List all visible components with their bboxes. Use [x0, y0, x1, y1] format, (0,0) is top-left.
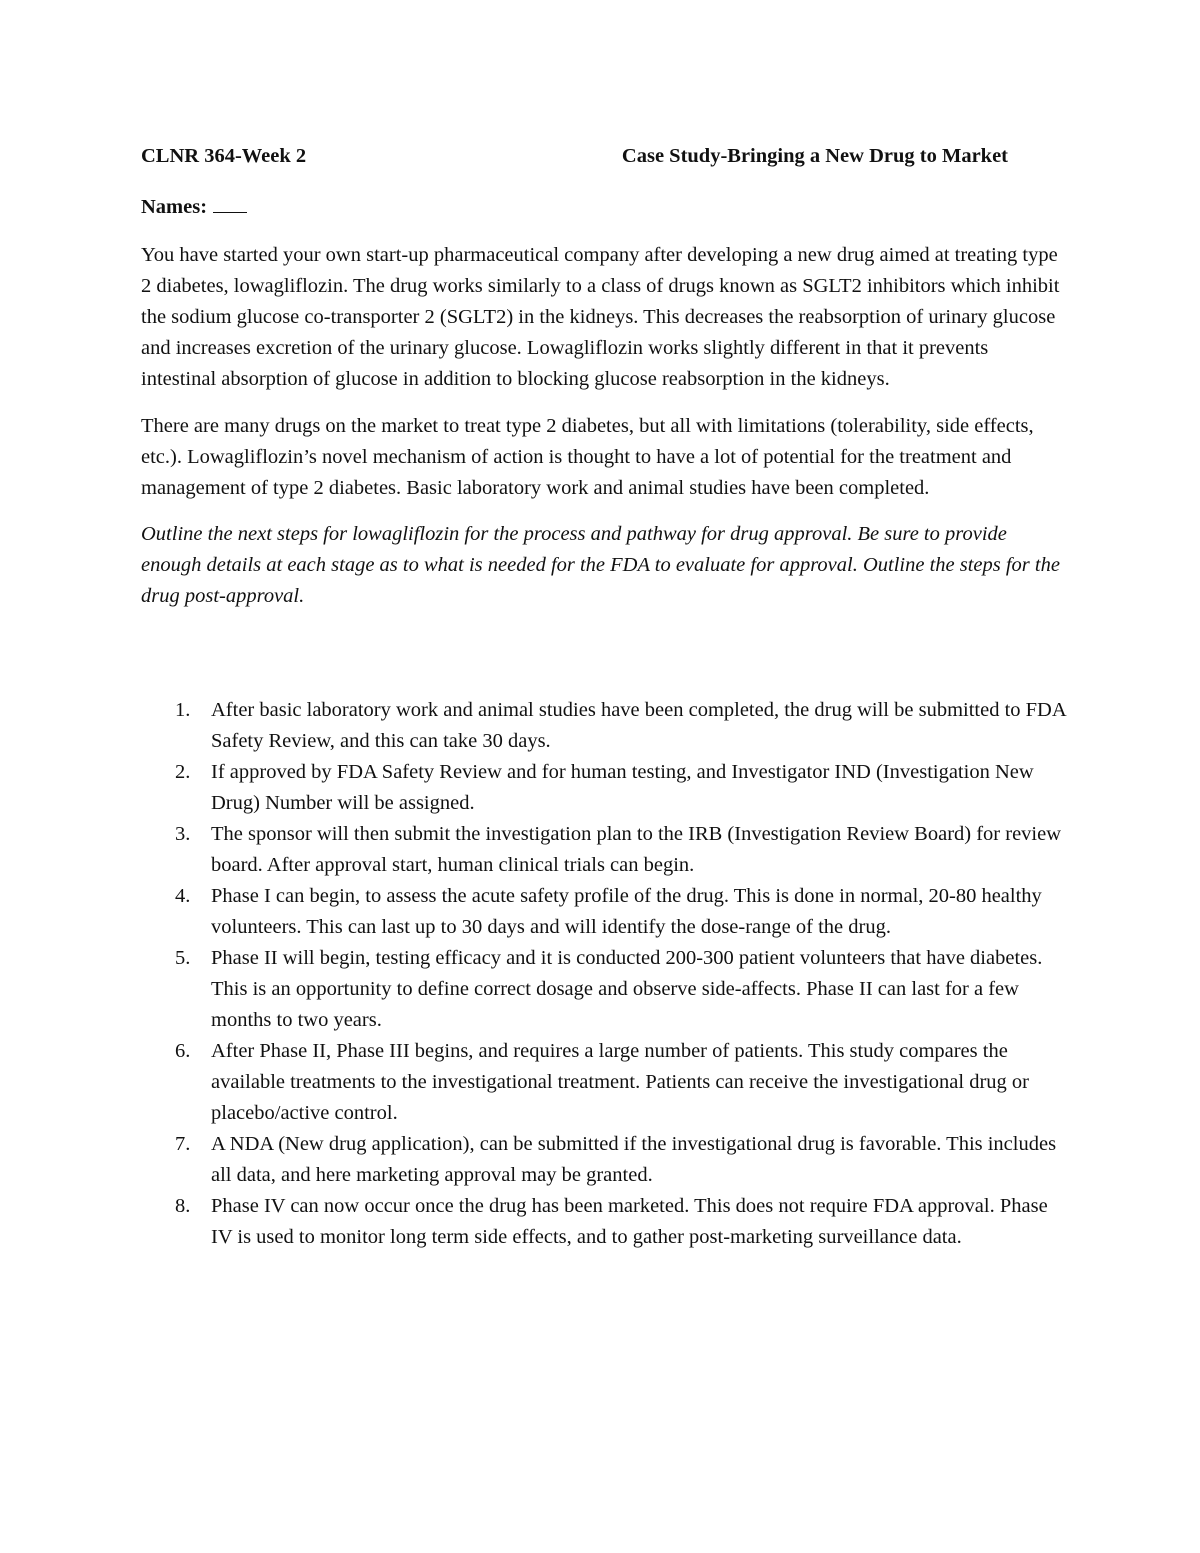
step-text: After Phase II, Phase III begins, and requires a large number of patients. This study compares the available treatments to the investigational treatment. Patients can receive the investigational drug or placebo/active control. [211, 1040, 1030, 1124]
list-item [141, 1191, 1066, 1253]
step-text: Phase II will begin, testing efficacy and it is conducted 200-300 patient volunteers that have diabetes. This is an opportunity to define correct dosage and observe side-affects. Phase II can last for a few months to two years. [211, 947, 1043, 1031]
approval-steps-list [141, 695, 1066, 1253]
document-header [141, 138, 1066, 174]
document-body [141, 138, 1066, 1253]
step-number: 4. [175, 885, 191, 907]
step-number: 5. [175, 947, 191, 969]
step-number: 6. [175, 1040, 191, 1062]
list-item [141, 943, 1066, 1036]
context-paragraph: There are many drugs on the market to treat type 2 diabetes, but all with limitations (tolerability, side effects, etc.). Lowagliflozin’s novel mechanism of action is thought to have a lot of potential for the treatment and management of type 2 diabetes. Basic laboratory work and animal studies have been completed. [141, 415, 1034, 499]
list-item [141, 881, 1066, 943]
names-label: Names: [141, 196, 208, 218]
names-line [141, 189, 1066, 225]
assignment-prompt: Outline the next steps for lowagliflozin for the process and pathway for drug approval. Be sure to provide enough details at each stage as to what is needed for the FDA to evaluate for approval. Outline the steps for the drug post-approval. [141, 523, 1060, 607]
step-number: 3. [175, 823, 191, 845]
case-study-title: Case Study-Bringing a New Drug to Market [621, 145, 1008, 167]
step-text: Phase IV can now occur once the drug has been marketed. This does not require FDA approval. Phase IV is used to monitor long term side effects, and to gather post-marketing surveillance data. [211, 1195, 1048, 1248]
step-text: A NDA (New drug application), can be submitted if the investigational drug is favorable. This includes all data, and here marketing approval may be granted. [211, 1133, 1057, 1186]
step-number: 8. [175, 1195, 191, 1217]
list-item [141, 1129, 1066, 1191]
step-text: The sponsor will then submit the investigation plan to the IRB (Investigation Review Board) for review board. After approval start, human clinical trials can begin. [211, 823, 1062, 876]
step-text: If approved by FDA Safety Review and for human testing, and Investigator IND (Investigation New Drug) Number will be assigned. [211, 761, 1034, 814]
list-item [141, 757, 1066, 819]
step-text: Phase I can begin, to assess the acute safety profile of the drug. This is done in normal, 20-80 healthy volunteers. This can last up to 30 days and will identify the dose-range of the drug. [211, 885, 1042, 938]
names-blank [213, 194, 247, 213]
list-item [141, 695, 1066, 757]
list-item [141, 1036, 1066, 1129]
step-number: 1. [175, 699, 191, 721]
step-text: After basic laboratory work and animal studies have been completed, the drug will be submitted to FDA Safety Review, and this can take 30 days. [211, 699, 1066, 752]
step-number: 2. [175, 761, 191, 783]
course-title: CLNR 364-Week 2 [141, 145, 307, 167]
list-item [141, 819, 1066, 881]
step-number: 7. [175, 1133, 191, 1155]
intro-paragraph: You have started your own start-up pharmaceutical company after developing a new drug aimed at treating type 2 diabetes, lowagliflozin. The drug works similarly to a class of drugs known as SGLT2 inhibitors which inhibit the sodium glucose co-transporter 2 (SGLT2) in the kidneys. This decreases the reabsorption of urinary glucose and increases excretion of the urinary glucose. Lowagliflozin works slightly different in that it prevents intestinal absorption of glucose in addition to blocking glucose reabsorption in the kidneys. [141, 244, 1060, 390]
